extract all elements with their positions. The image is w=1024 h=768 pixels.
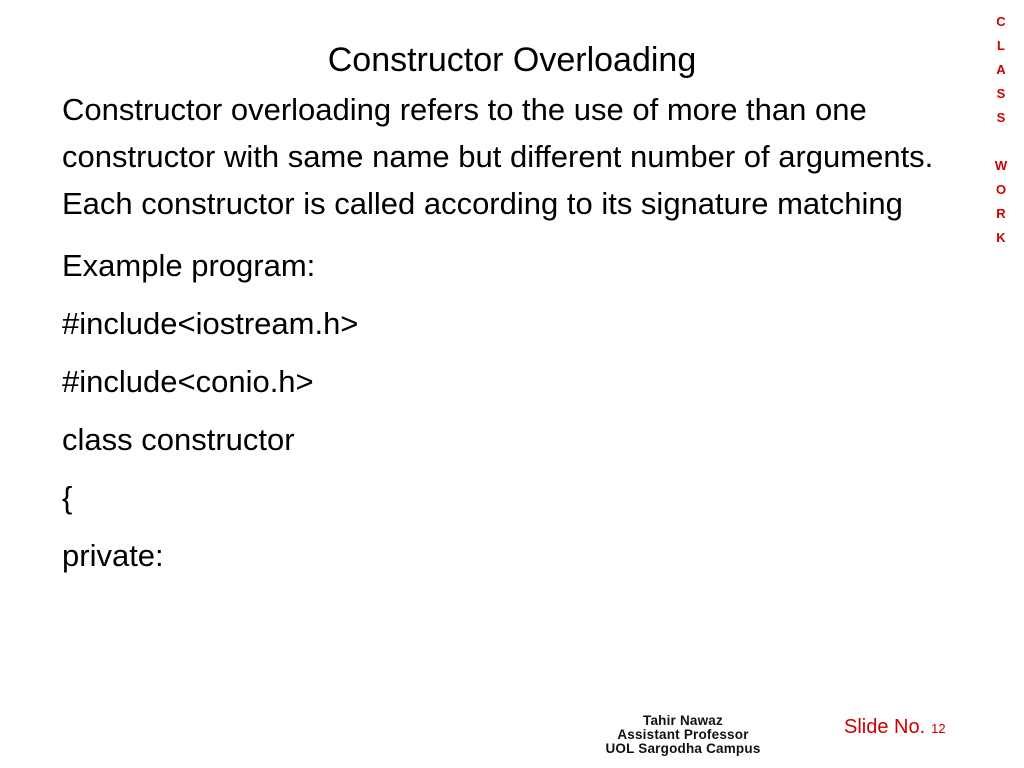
slide-title: Constructor Overloading xyxy=(327,41,697,79)
body-line-include-iostream: #include<iostream.h> xyxy=(62,306,359,341)
body-line-open-brace: { xyxy=(62,480,73,515)
side-label-letter: A xyxy=(996,62,1006,77)
author-role: Assistant Professor xyxy=(617,727,749,742)
side-label-gap xyxy=(990,130,1012,154)
author-name: Tahir Nawaz xyxy=(643,713,723,728)
side-label-letter: S xyxy=(996,86,1006,101)
slide-number-value: 12 xyxy=(931,721,946,736)
side-label-letter: S xyxy=(996,110,1006,125)
side-label-letter: L xyxy=(997,38,1005,53)
side-label-letter: R xyxy=(996,206,1006,221)
slide-number-label: Slide No. xyxy=(844,716,926,738)
body-line-example-heading: Example program: xyxy=(62,248,316,283)
side-label-letter: K xyxy=(996,230,1006,245)
body-line-include-conio: #include<conio.h> xyxy=(62,364,314,399)
body-line-class-declaration: class constructor xyxy=(62,422,295,457)
side-label-letter: W xyxy=(994,158,1008,173)
side-label-letter: O xyxy=(995,182,1007,197)
intro-paragraph: Constructor overloading refers to the use of more than one constructor with same name but different number of arguments. Each constructor is called according to its signature matching xyxy=(62,92,934,221)
slide-number xyxy=(844,716,946,739)
side-label-letter: C xyxy=(996,14,1006,29)
slide-body xyxy=(62,86,967,575)
author-campus: UOL Sargodha Campus xyxy=(605,741,761,756)
body-line-private: private: xyxy=(62,538,164,573)
class-work-vertical-label xyxy=(990,10,1012,250)
author-credit xyxy=(572,714,794,756)
